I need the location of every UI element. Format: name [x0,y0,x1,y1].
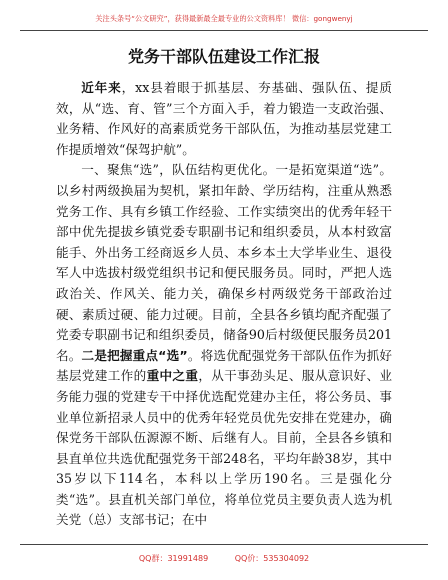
paragraph-1 [56,78,392,160]
paragraph-2-part-a: 一、聚焦“选”，队伍结构更优化。一是拓宽渠道“选”。以乡村两级换届为契机，紧扣年龄、学历结构，注重从熟悉党务工作、具有乡镇工作经验、工作实绩突出的优秀年轻干部中优先提拔乡镇党委专职副书记和组织委员，从本村致富能手、外出务工经商返乡人员、本乡本土大学毕业生、退役军人中选拔村级党组织书记和便民服务员。同时，严把人选政治关、作风关、能力关，确保乡村两级党务干部政治过硬、素质过硬、能力过硬。目前，全县各乡镇均配齐配强了党委专职副书记和组织委员，储备90后村级便民服务员201名。 [56,162,392,363]
paragraph-1-lead: 近年来 [81,80,122,95]
footer-divider [20,544,428,545]
header-promo-text: 关注头条号“公文研究”，获得最新最全最专业的公文资料库！ 微信：gongwenyj [95,14,353,23]
paragraph-1-text: ，xx县着眼于抓基层、夯基础、强队伍、提质效，从“选、育、管”三个方面入手，着力锻造一支政治强、业务精、作风好的高素质党务干部队伍，为推动基层党建工作提质增效“保驾护航”。 [56,80,392,157]
header-divider [20,30,428,31]
document-title: 党务干部队伍建设工作汇报 [127,47,320,66]
footer-qq-contact: QQ价：535304092 [234,554,310,563]
paragraph-2-emphasis-1: 二是把握重点“选” [81,347,188,363]
page-header [0,0,448,38]
paragraph-2-emphasis-2: 重中之重 [146,368,199,384]
page-footer [0,536,448,576]
document-body [56,78,392,531]
paragraph-2-part-e: ，从干事劲头足、服从意识好、业务能力强的党建专干中择优选配党建办主任，将公务员、事业单位新招录人员中的优秀年轻党员优先安排在党建办，确保党务干部队伍源源不断、后继有人。目前，全县各乡镇和县直单位共选优配强党务干部248名，平均年龄38岁，其中35岁以下114名，本科以上学历190名。三是强化分类“选”。县直机关部门单位，将单位党员主要负责人选为机关党（总）支部书记；在中 [56,368,393,528]
paragraph-2-part-c: 。将选优配强党务干部队伍作为抓好基层党建工作的 [56,347,392,384]
paragraph-2 [56,160,392,531]
footer-qq-group: QQ群：31991489 [138,554,209,563]
footer-contacts [0,553,448,564]
